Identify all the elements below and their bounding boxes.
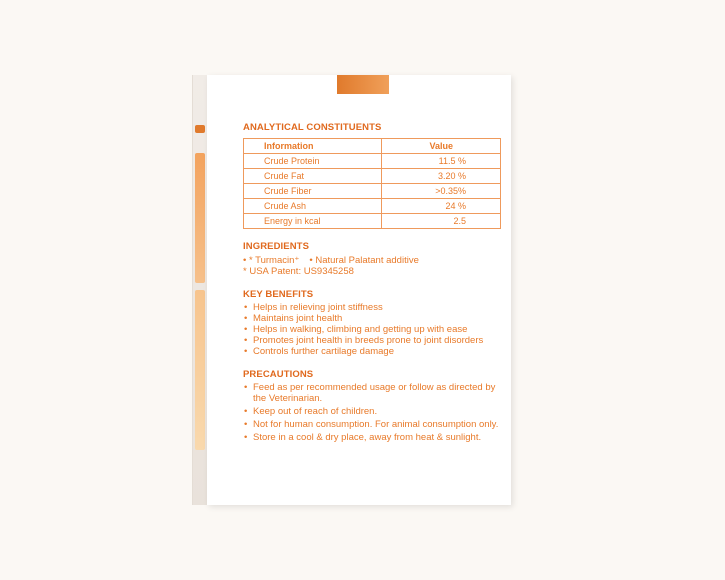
- table-cell: 3.20 %: [382, 169, 501, 184]
- table-row: [244, 199, 501, 214]
- table-cell: 2.5: [382, 214, 501, 229]
- list-item: • Not for human consumption. For animal consumption only.: [243, 419, 505, 430]
- table-cell: 11.5 %: [382, 154, 501, 169]
- list-item: • Store in a cool & dry place, away from heat & sunlight.: [243, 432, 505, 443]
- ingredients-title: INGREDIENTS: [243, 241, 310, 252]
- side-accent-stripe: [195, 290, 205, 450]
- side-accent-stripe: [195, 125, 205, 133]
- box-top-tab: [337, 75, 389, 94]
- column-header: Value: [382, 139, 501, 154]
- ingredient-item: • * Turmacin⁺: [243, 255, 300, 266]
- table-row: [244, 154, 501, 169]
- table-cell: Crude Fiber: [244, 184, 382, 199]
- table-row: [244, 169, 501, 184]
- table-cell: Crude Ash: [244, 199, 382, 214]
- table-header-row: [244, 139, 501, 154]
- precautions-title: PRECAUTIONS: [243, 369, 314, 380]
- product-box-back: [207, 75, 511, 505]
- table-cell: >0.35%: [382, 184, 501, 199]
- list-item: • Promotes joint health in breeds prone to joint disorders: [243, 335, 505, 346]
- benefits-section: [243, 289, 505, 357]
- benefits-list: [243, 302, 505, 357]
- list-item: • Feed as per recommended usage or follow as directed by the Veterinarian.: [243, 382, 505, 404]
- table-row: [244, 214, 501, 229]
- table-cell: 24 %: [382, 199, 501, 214]
- table-cell: Crude Fat: [244, 169, 382, 184]
- precautions-section: [243, 369, 505, 443]
- column-header: Information: [244, 139, 382, 154]
- list-item: • Helps in relieving joint stiffness: [243, 302, 505, 313]
- patent-note: * USA Patent: US9345258: [243, 266, 354, 277]
- ingredient-item: • Natural Palatant additive: [309, 255, 419, 266]
- table-cell: Energy in kcal: [244, 214, 382, 229]
- analytical-title: ANALYTICAL CONSTITUENTS: [243, 122, 382, 133]
- label-content: [243, 122, 505, 443]
- table-row: [244, 184, 501, 199]
- constituents-table: [243, 138, 501, 229]
- list-item: • Controls further cartilage damage: [243, 346, 505, 357]
- ingredients-section: [243, 241, 505, 277]
- benefits-title: KEY BENEFITS: [243, 289, 314, 300]
- precautions-list: [243, 382, 505, 443]
- side-accent-stripe: [195, 153, 205, 283]
- ingredients-list: [243, 255, 505, 266]
- list-item: • Keep out of reach of children.: [243, 406, 505, 417]
- list-item: • Helps in walking, climbing and getting up with ease: [243, 324, 505, 335]
- table-cell: Crude Protein: [244, 154, 382, 169]
- list-item: • Maintains joint health: [243, 313, 505, 324]
